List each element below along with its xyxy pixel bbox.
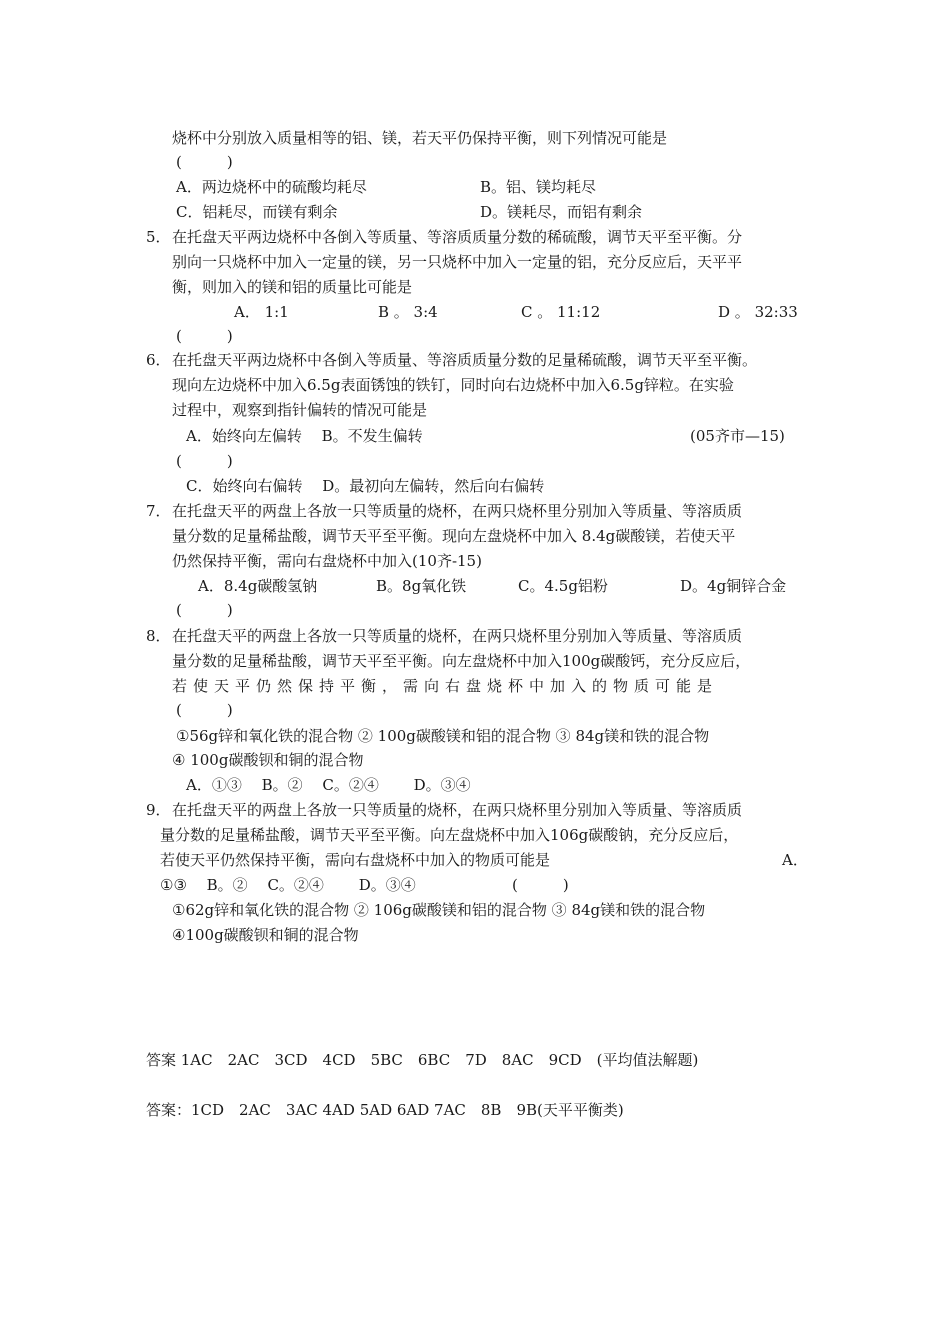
q4-stem-line: 烧杯中分别放入质量相等的铝、镁，若天平仍保持平衡，则下列情况可能是 — [172, 129, 668, 147]
q6-number: 6． — [146, 351, 171, 369]
q5-stem-line-2: 别向一只烧杯中加入一定量的镁，另一只烧杯中加入一定量的铝，充分反应后，天平平 — [172, 253, 743, 271]
q6-stem-line-3: 过程中，观察到指针偏转的情况可能是 — [172, 401, 428, 419]
q7-option-b: B。8g氧化铁 — [376, 577, 467, 595]
q9-option-a-label: A． — [782, 851, 808, 869]
q7-option-d: D。4g铜锌合金 — [680, 577, 787, 595]
q4-option-c: C．铝耗尽，而镁有剩余 — [176, 203, 338, 221]
q9-number: 9． — [146, 801, 171, 819]
q4-option-a: A．两边烧杯中的硫酸均耗尽 — [176, 178, 367, 196]
q4-answer-bracket: ( ) — [176, 153, 233, 171]
q6-stem-line-1: 在托盘天平两边烧杯中各倒入等质量、等溶质质量分数的足量稀硫酸，调节天平至平衡。 — [172, 351, 758, 369]
q8-items-line-1: ①56g锌和氧化铁的混合物 ② 100g碳酸镁和铝的混合物 ③ 84g镁和铁的混合物 — [176, 727, 710, 745]
q4-option-d: D。镁耗尽，而铝有剩余 — [480, 203, 643, 221]
q7-stem-line-2: 量分数的足量稀盐酸，调节天平至平衡。现向左盘烧杯中加入 8.4g碳酸镁，若使天平 — [172, 527, 736, 545]
q6-options-row-2: C．始终向右偏转 D。最初向左偏转，然后向右偏转 — [186, 477, 545, 495]
q7-answer-bracket: ( ) — [176, 601, 233, 619]
q7-option-c: C。4.5g铝粉 — [518, 577, 608, 595]
q9-answer-bracket: ( ) — [512, 876, 569, 894]
q6-stem-line-2: 现向左边烧杯中加入6.5g表面锈蚀的铁钉，同时向右边烧杯中加入6.5g锌粒。在实验 — [172, 376, 734, 394]
q7-stem-line-3: 仍然保持平衡，需向右盘烧杯中加入(10齐-15) — [172, 552, 482, 570]
q8-answer-bracket: ( ) — [176, 701, 233, 719]
q9-stem-line-2: 量分数的足量稀盐酸，调节天平至平衡。向左盘烧杯中加入106g碳酸钠，充分反应后， — [160, 826, 739, 844]
q9-stem-line-1: 在托盘天平的两盘上各放一只等质量的烧杯，在两只烧杯里分别加入等质量、等溶质质 — [172, 801, 743, 819]
q9-items-line-1: ①62g锌和氧化铁的混合物 ② 106g碳酸镁和铝的混合物 ③ 84g镁和铁的混合物 — [172, 901, 706, 919]
q5-option-b: B 。 3:4 — [378, 303, 438, 321]
q5-option-c: C 。 11:12 — [521, 303, 601, 321]
q8-stem-line-2: 量分数的足量稀盐酸，调节天平至平衡。向左盘烧杯中加入100g碳酸钙，充分反应后， — [172, 652, 751, 670]
q8-number: 8． — [146, 627, 171, 645]
answer-key-line-2: 答案：1CD 2AC 3AC 4AD 5AD 6AD 7AC 8B 9B(天平平衡类) — [146, 1101, 624, 1119]
q9-options: ①③ B。② C。②④ D。③④ — [160, 876, 416, 894]
answer-key-line-1: 答案 1AC 2AC 3CD 4CD 5BC 6BC 7D 8AC 9CD (平均值法解题) — [146, 1051, 699, 1069]
q7-stem-line-1: 在托盘天平的两盘上各放一只等质量的烧杯，在两只烧杯里分别加入等质量、等溶质质 — [172, 502, 743, 520]
q8-stem-line-3: 若使天平仍然保持平衡，需向右盘烧杯中加入的物质可能是 — [172, 677, 719, 695]
q8-options: A．①③ B。② C。②④ D。③④ — [186, 776, 471, 794]
q5-stem-line-1: 在托盘天平两边烧杯中各倒入等质量、等溶质质量分数的稀硫酸，调节天平至平衡。分 — [172, 228, 743, 246]
q5-option-a: A． 1:1 — [234, 303, 289, 321]
q8-stem-line-1: 在托盘天平的两盘上各放一只等质量的烧杯，在两只烧杯里分别加入等质量、等溶质质 — [172, 627, 743, 645]
q7-option-a: A．8.4g碳酸氢钠 — [198, 577, 318, 595]
q7-number: 7． — [146, 502, 171, 520]
q4-option-b: B。铝、镁均耗尽 — [480, 178, 597, 196]
q6-options-row-1: A．始终向左偏转 B。不发生偏转 — [186, 427, 423, 445]
q5-answer-bracket: ( ) — [176, 327, 233, 345]
q6-source-tag: (05齐市—15) — [690, 427, 785, 445]
q5-option-d: D 。 32:33 — [718, 303, 798, 321]
q9-items-line-2: ④100g碳酸钡和铜的混合物 — [172, 926, 359, 944]
q5-stem-line-3: 衡，则加入的镁和铝的质量比可能是 — [172, 278, 413, 296]
q8-items-line-2: ④ 100g碳酸钡和铜的混合物 — [172, 751, 364, 769]
q5-number: 5． — [146, 228, 171, 246]
q9-stem-line-3: 若使天平仍然保持平衡，需向右盘烧杯中加入的物质可能是 — [160, 851, 551, 869]
q6-answer-bracket: ( ) — [176, 452, 233, 470]
